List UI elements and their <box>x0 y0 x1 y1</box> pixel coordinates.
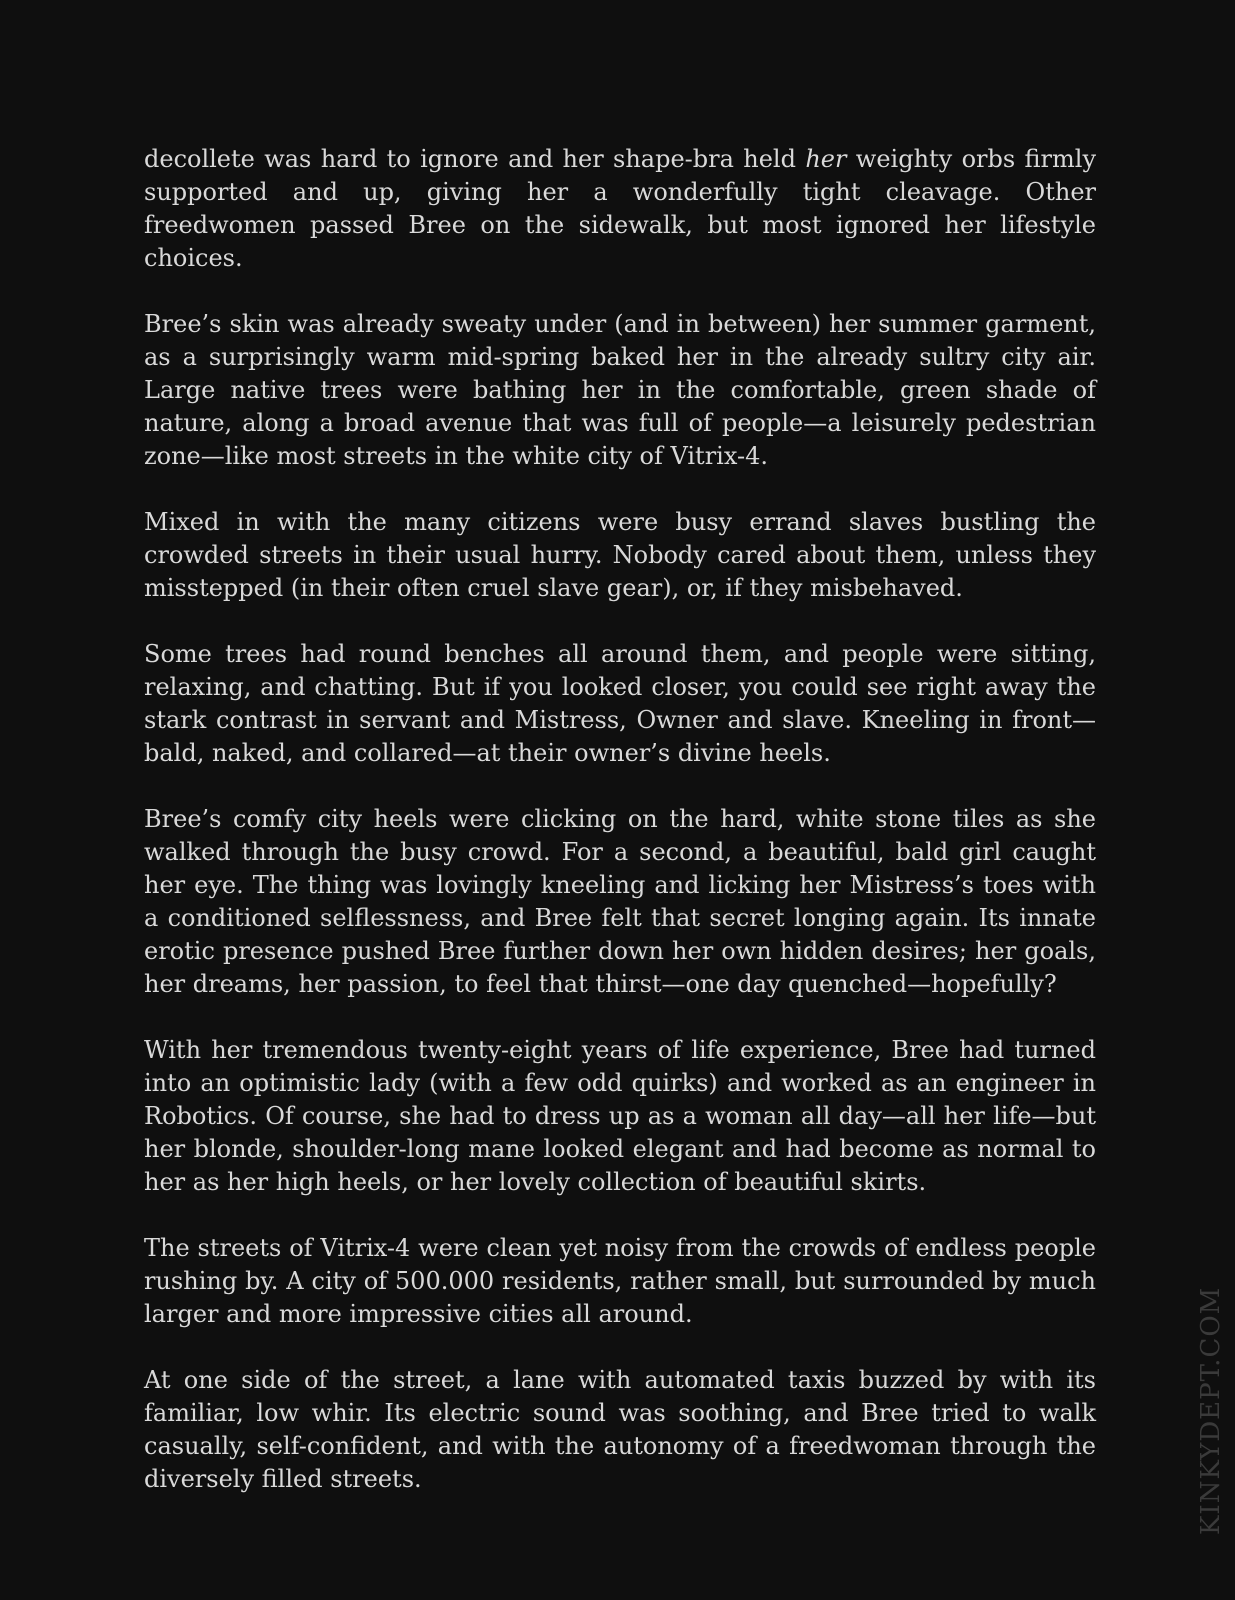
text-run: Mixed in with the many citizens were busy errand slaves bustling the crowded streets in their usual hurry. Nobody cared about them, unless they misstepped (in their often cruel slave gear), or, if they misbehaved. <box>144 508 1096 602</box>
text-run: Some trees had round benches all around them, and people were sitting, relaxing, and chatting. But if you looked closer, you could see right away the stark contrast in servant and Mistress, Owner and slave. Kneeling in front—bald, naked, and collared—at their owner’s divine heels. <box>144 640 1096 767</box>
text-run: The streets of Vitrix-4 were clean yet noisy from the crowds of endless people rushing by. A city of 500.000 residents, rather small, but surrounded by much larger and more impressive cities all around. <box>144 1234 1096 1328</box>
text-run: With her tremendous twenty-eight years of life experience, Bree had turned into an optimistic lady (with a few odd quirks) and worked as an engineer in Robotics. Of course, she had to dress up as a woman all day—all her life—but her blonde, shoulder-long mane looked elegant and had become as normal to her as her high heels, or her lovely collection of beautiful skirts. <box>144 1036 1096 1196</box>
paragraph <box>144 506 1096 605</box>
site-watermark: KINKYDEPT.COM <box>1196 1286 1226 1535</box>
text-run: Bree’s comfy city heels were clicking on the hard, white stone tiles as she walked through the busy crowd. For a second, a beautiful, bald girl caught her eye. The thing was lovingly kneeling and licking her Mistress’s toes with a conditioned selflessness, and Bree felt that secret longing again. Its innate erotic presence pushed Bree further down her own hidden desires; her goals, her dreams, her passion, to feel that thirst—one day quenched—hopefully? <box>144 805 1096 998</box>
italic-text-run: her <box>805 145 847 173</box>
text-run: decollete was hard to ignore and her shape-bra held <box>144 145 806 173</box>
text-run: At one side of the street, a lane with automated taxis buzzed by with its familiar, low whir. Its electric sound was soothing, and Bree tried to walk casually, self-confident, and with the autonomy of a freedwoman through the diversely filled streets. <box>144 1366 1096 1493</box>
paragraph <box>144 1232 1096 1331</box>
text-run: Bree’s skin was already sweaty under (and in between) her summer garment, as a surprisingly warm mid-spring baked her in the already sultry city air. Large native trees were bathing her in the comfortable, green shade of nature, along a broad avenue that was full of people—a leisurely pedestrian zone—like most streets in the white city of Vitrix-4. <box>144 310 1096 470</box>
paragraph <box>144 803 1096 1001</box>
text-run: weighty orbs firmly supported and up, giving her a wonderfully tight cleavage. Other freedwomen passed Bree on the sidewalk, but most ignored her lifestyle choices. <box>144 145 1097 272</box>
body-text <box>144 143 1096 1496</box>
paragraph <box>144 143 1096 275</box>
paragraph <box>144 1364 1096 1496</box>
paragraph <box>144 1034 1096 1199</box>
paragraph <box>144 638 1096 770</box>
paragraph <box>144 308 1096 473</box>
